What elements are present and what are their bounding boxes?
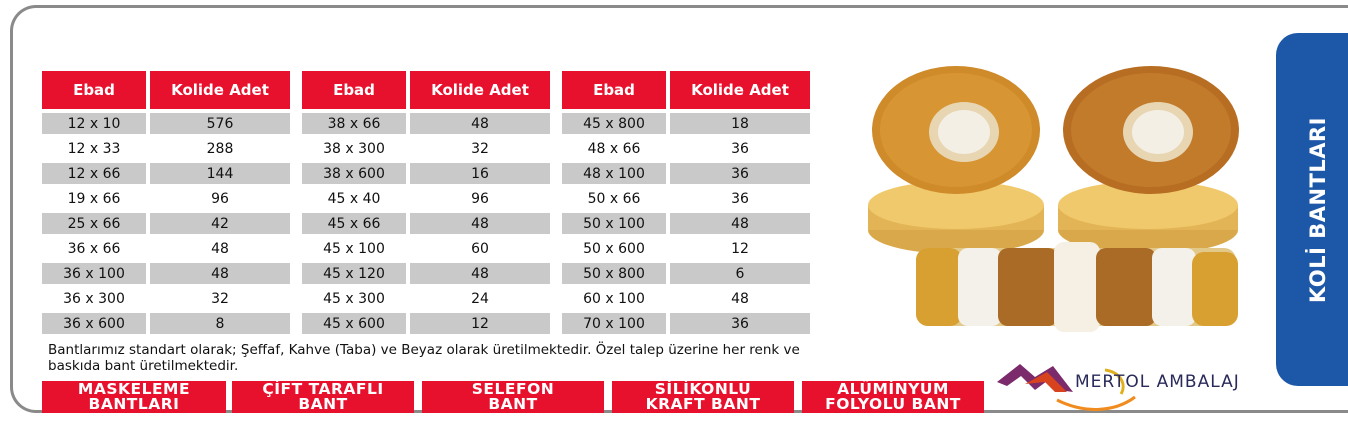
side-tab-label: KOLİ BANTLARI <box>1306 117 1330 303</box>
qty-cell: 24 <box>471 290 489 307</box>
table-row <box>42 213 290 234</box>
size-cell: 36 x 66 <box>67 240 121 257</box>
size-cell: 19 x 66 <box>67 190 121 207</box>
table-row <box>42 263 290 284</box>
qty-cell: 48 <box>670 213 810 234</box>
category-button[interactable]: ÇİFT TARAFLI BANT <box>232 381 414 413</box>
category-button[interactable]: ALÜMİNYUM FOLYOLU BANT <box>802 381 984 413</box>
qty-cell: 96 <box>471 190 489 207</box>
size-cell: 70 x 100 <box>562 313 666 334</box>
table-row <box>302 113 550 134</box>
qty-cell: 48 <box>731 290 749 307</box>
qty-cell: 144 <box>150 163 290 184</box>
qty-cell: 32 <box>471 140 489 157</box>
qty-cell: 12 <box>410 313 550 334</box>
size-cell: 50 x 66 <box>587 190 641 207</box>
table-row <box>302 188 550 209</box>
qty-cell: 288 <box>206 140 234 157</box>
table-row <box>42 288 290 309</box>
size-cell: 48 x 66 <box>587 140 641 157</box>
qty-cell: 36 <box>670 313 810 334</box>
brand-name: MERTOL AMBALAJ <box>1075 372 1240 392</box>
size-cell: 50 x 800 <box>562 263 666 284</box>
table-row <box>562 188 810 209</box>
table-header <box>302 71 550 109</box>
qty-cell: 6 <box>670 263 810 284</box>
size-cell: 50 x 600 <box>583 240 645 257</box>
qty-cell: 576 <box>150 113 290 134</box>
header-ebad: Ebad <box>302 71 406 109</box>
qty-cell: 48 <box>211 240 229 257</box>
size-cell: 45 x 100 <box>323 240 385 257</box>
table-row <box>302 213 550 234</box>
size-cell: 45 x 66 <box>302 213 406 234</box>
table-row <box>42 313 290 334</box>
size-cell: 60 x 100 <box>583 290 645 307</box>
size-cell: 36 x 300 <box>63 290 125 307</box>
qty-cell: 18 <box>670 113 810 134</box>
table-row <box>562 213 810 234</box>
qty-cell: 16 <box>410 163 550 184</box>
table-row <box>562 138 810 159</box>
table-row <box>42 238 290 259</box>
table-header <box>42 71 290 109</box>
size-table <box>42 71 290 334</box>
table-row <box>562 263 810 284</box>
qty-cell: 60 <box>471 240 489 257</box>
table-row <box>562 238 810 259</box>
qty-cell: 96 <box>211 190 229 207</box>
header-kolide-adet: Kolide Adet <box>670 71 810 109</box>
size-table <box>302 71 550 334</box>
size-cell: 45 x 600 <box>302 313 406 334</box>
table-row <box>302 138 550 159</box>
header-kolide-adet: Kolide Adet <box>150 71 290 109</box>
header-kolide-adet: Kolide Adet <box>410 71 550 109</box>
size-cell: 38 x 600 <box>302 163 406 184</box>
qty-cell: 12 <box>731 240 749 257</box>
tape-rolls-photo <box>866 60 1250 335</box>
product-note: Bantlarımız standart olarak; Şeffaf, Kahve (Taba) ve Beyaz olarak üretilmektedir. Özel talep üzerine her renk ve baskıda bant üretilmektedir. <box>48 342 800 374</box>
size-cell: 48 x 100 <box>562 163 666 184</box>
table-row <box>302 163 550 184</box>
size-cell: 25 x 66 <box>42 213 146 234</box>
table-row <box>562 163 810 184</box>
size-cell: 12 x 10 <box>42 113 146 134</box>
size-cell: 36 x 100 <box>42 263 146 284</box>
size-table <box>562 71 810 334</box>
qty-cell: 48 <box>150 263 290 284</box>
qty-cell: 48 <box>410 263 550 284</box>
table-row <box>42 113 290 134</box>
qty-cell: 36 <box>731 140 749 157</box>
qty-cell: 36 <box>670 163 810 184</box>
table-row <box>302 288 550 309</box>
category-button[interactable]: SELEFON BANT <box>422 381 604 413</box>
table-row <box>562 113 810 134</box>
header-ebad: Ebad <box>42 71 146 109</box>
size-cell: 50 x 100 <box>562 213 666 234</box>
table-row <box>562 313 810 334</box>
size-cell: 38 x 66 <box>302 113 406 134</box>
size-cell: 38 x 300 <box>323 140 385 157</box>
qty-cell: 42 <box>150 213 290 234</box>
qty-cell: 32 <box>211 290 229 307</box>
table-row <box>302 238 550 259</box>
table-row <box>302 263 550 284</box>
qty-cell: 48 <box>410 213 550 234</box>
size-cell: 12 x 66 <box>42 163 146 184</box>
table-row <box>562 288 810 309</box>
table-row <box>302 313 550 334</box>
table-row <box>42 163 290 184</box>
qty-cell: 36 <box>731 190 749 207</box>
qty-cell: 48 <box>410 113 550 134</box>
table-header <box>562 71 810 109</box>
size-cell: 12 x 33 <box>67 140 121 157</box>
table-row <box>42 188 290 209</box>
size-cell: 45 x 800 <box>562 113 666 134</box>
header-ebad: Ebad <box>562 71 666 109</box>
category-button[interactable]: MASKELEME BANTLARI <box>42 381 226 413</box>
qty-cell: 8 <box>150 313 290 334</box>
size-cell: 36 x 600 <box>42 313 146 334</box>
table-row <box>42 138 290 159</box>
size-cell: 45 x 120 <box>302 263 406 284</box>
category-button[interactable]: SİLİKONLU KRAFT BANT <box>612 381 794 413</box>
size-cell: 45 x 300 <box>323 290 385 307</box>
size-cell: 45 x 40 <box>327 190 381 207</box>
